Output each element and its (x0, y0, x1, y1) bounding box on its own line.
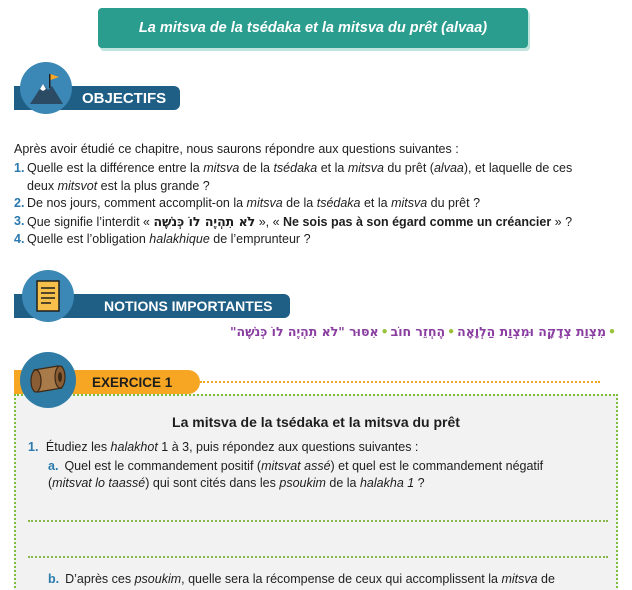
notion-item: מִצְוַת צְדָקָה וּמִצְוַת הַלְוָאָה (457, 324, 606, 339)
chapter-title-banner (98, 8, 528, 48)
objectifs-question-list (14, 160, 618, 249)
question-number: 2. (14, 196, 25, 210)
question-2 (14, 195, 618, 213)
sub-question-label: a. (48, 459, 59, 473)
question-text: Quelle est l’obligation halakhique de l’emprunteur ? (27, 232, 311, 246)
question-text: De nos jours, comment accomplit-on la mitsva de la tsédaka et la mitsva du prêt ? (27, 196, 481, 210)
objectifs-label: OBJECTIFS (82, 89, 167, 107)
question-text: Que signifie l’interdit « לֹא תִהְיֶה לוֹ כְּנֹשֶׁה », « Ne sois pas à son égard comme un créancier » ? (27, 213, 573, 229)
bullet: • (608, 324, 616, 339)
exercise-box (14, 394, 618, 590)
document-icon (22, 270, 74, 322)
question-number: 4. (14, 232, 25, 246)
sub-question-label: b. (48, 572, 60, 586)
notions-hebrew-list (230, 324, 618, 339)
mountain-flag-icon (20, 62, 72, 114)
question-text: Quelle est la différence entre la mitsva de la tsédaka et la mitsva du prêt (alvaa), et laquelle de ces deux mitsvot est la plus grande ? (27, 161, 573, 193)
title-text: La mitsva de la tsédaka et la mitsva du prêt (alvaa) (138, 20, 488, 36)
exercise-title: La mitsva de la tsédaka et la mitsva du prêt (172, 414, 460, 430)
exercise-question-1b: b. D’après ces psoukim, quelle sera la récompense de ceux qui accomplissent la mitsva de (48, 572, 555, 586)
question-1 (14, 160, 618, 195)
bullet: • (380, 324, 389, 339)
exercise-question-1a: a. Quel est le commandement positif (mitsvat assé) et quel est le commandement négatif (mitsvat lo taassé) qui sont cités dans les psoukim de la halakha 1 ? (48, 459, 544, 490)
exercise-tab-divider (200, 381, 600, 383)
scroll-icon (20, 352, 76, 408)
notion-item: אִסּוּר "לֹא תִהְיֶה לוֹ כְּנֹשֶׁה" (230, 324, 379, 339)
exercise-label: EXERCICE 1 (92, 374, 173, 390)
notions-label: NOTIONS IMPORTANTES (104, 298, 273, 314)
question-3 (14, 213, 618, 232)
exercise-question-1: 1. Étudiez les halakhot 1 à 3, puis répondez aux questions suivantes : (28, 440, 419, 454)
question-4 (14, 231, 618, 249)
objectifs-intro: Après avoir étudié ce chapitre, nous saurons répondre aux questions suivantes : (14, 142, 459, 156)
notion-item: הֶחְזֵר חוֹב (390, 324, 446, 339)
bullet: • (447, 324, 456, 339)
question-number: 1. (14, 161, 25, 175)
question-number: 1. (28, 440, 39, 454)
question-number: 3. (14, 213, 25, 228)
answer-line[interactable] (28, 556, 608, 558)
answer-line[interactable] (28, 520, 608, 522)
